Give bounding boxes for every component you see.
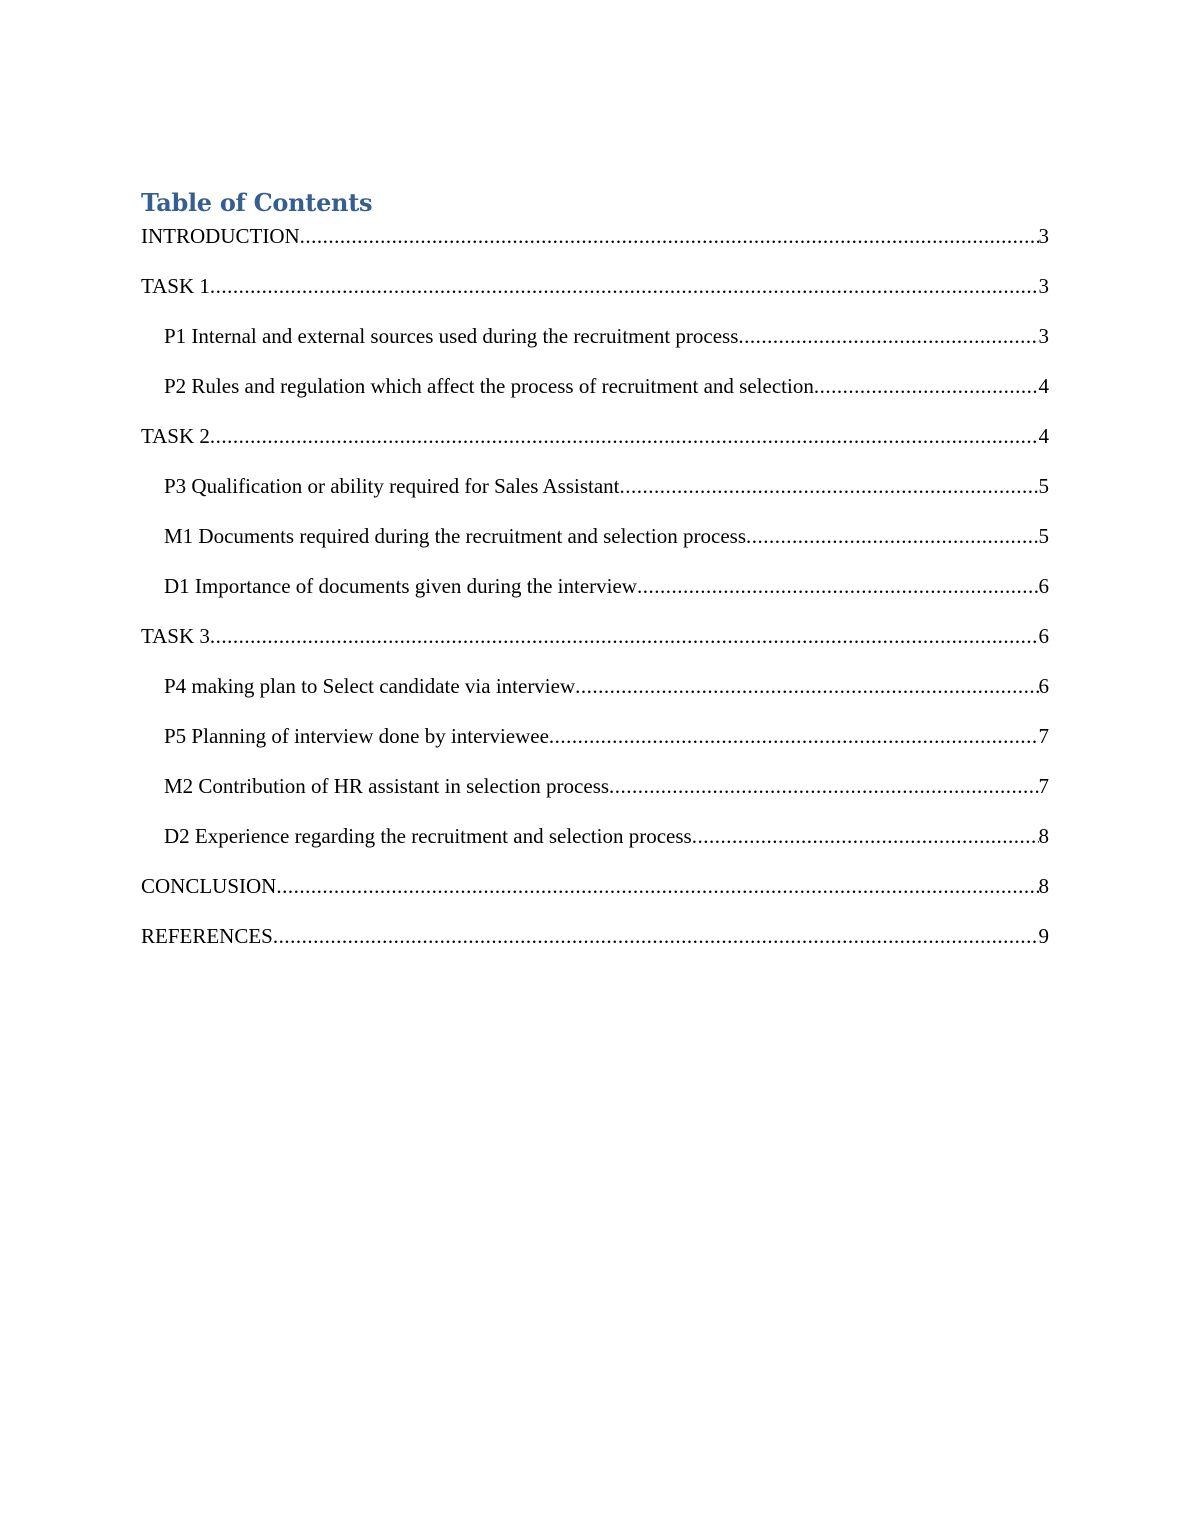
toc-entry-page-number: 3 [1038, 324, 1049, 348]
toc-entry[interactable] [141, 474, 1049, 524]
toc-entry-label: M1 Documents required during the recruitment and selection process [164, 524, 746, 548]
toc-dot-leader [210, 624, 1039, 648]
toc-entry-label: TASK 2 [141, 424, 210, 448]
toc-entry[interactable] [141, 274, 1049, 324]
toc-entry[interactable] [141, 874, 1049, 924]
toc-dot-leader [620, 474, 1039, 498]
toc-dot-leader [575, 674, 1038, 698]
table-of-contents [141, 186, 1049, 974]
toc-dot-leader [300, 224, 1039, 248]
toc-entry-page-number: 9 [1038, 924, 1049, 948]
toc-dot-leader [210, 274, 1039, 298]
toc-entry-page-number: 3 [1038, 224, 1049, 248]
toc-entry[interactable] [141, 324, 1049, 374]
toc-dot-leader [637, 574, 1039, 598]
toc-entry[interactable] [141, 424, 1049, 474]
toc-dot-leader [746, 524, 1039, 548]
toc-entry[interactable] [141, 824, 1049, 874]
toc-entry-label: D2 Experience regarding the recruitment and selection process [164, 824, 692, 848]
toc-dot-leader [814, 374, 1039, 398]
toc-heading: Table of Contents [141, 188, 373, 217]
toc-entry-page-number: 3 [1038, 274, 1049, 298]
toc-entry[interactable] [141, 374, 1049, 424]
toc-entry[interactable] [141, 774, 1049, 824]
toc-entry-label: P3 Qualification or ability required for Sales Assistant [164, 474, 620, 498]
toc-entry[interactable] [141, 674, 1049, 724]
toc-entry-label: TASK 1 [141, 274, 210, 298]
toc-entry-label: P4 making plan to Select candidate via interview [164, 674, 576, 698]
toc-entry[interactable] [141, 724, 1049, 774]
toc-dot-leader [609, 774, 1038, 798]
toc-entry-label: TASK 3 [141, 624, 210, 648]
toc-entry-page-number: 5 [1038, 524, 1049, 548]
toc-entry-page-number: 7 [1038, 774, 1049, 798]
toc-entry-page-number: 6 [1038, 674, 1049, 698]
toc-entry[interactable] [141, 524, 1049, 574]
toc-entry[interactable] [141, 574, 1049, 624]
toc-entry[interactable] [141, 624, 1049, 674]
toc-entry-page-number: 4 [1038, 424, 1049, 448]
toc-entry-page-number: 4 [1038, 374, 1049, 398]
toc-entry-label: INTRODUCTION [141, 224, 300, 248]
toc-dot-leader [692, 824, 1039, 848]
toc-entry-page-number: 8 [1038, 824, 1049, 848]
toc-entry-label: CONCLUSION [141, 874, 277, 898]
toc-entry-label: D1 Importance of documents given during the interview [164, 574, 637, 598]
toc-dot-leader [210, 424, 1039, 448]
toc-dot-leader [273, 924, 1039, 948]
toc-entry-page-number: 8 [1038, 874, 1049, 898]
toc-dot-leader [549, 724, 1039, 748]
toc-entry-label: REFERENCES [141, 924, 273, 948]
toc-entry-page-number: 6 [1038, 624, 1049, 648]
toc-dot-leader [276, 874, 1038, 898]
toc-entry-label: P5 Planning of interview done by interviewee [164, 724, 549, 748]
toc-entry-label: P2 Rules and regulation which affect the process of recruitment and selection [164, 374, 814, 398]
toc-dot-leader [738, 324, 1038, 348]
toc-entry[interactable] [141, 924, 1049, 974]
toc-entry-label: M2 Contribution of HR assistant in selection process [164, 774, 610, 798]
toc-list [141, 224, 1049, 974]
toc-entry-label: P1 Internal and external sources used during the recruitment process [164, 324, 739, 348]
toc-entry[interactable] [141, 224, 1049, 274]
toc-entry-page-number: 6 [1038, 574, 1049, 598]
toc-entry-page-number: 7 [1038, 724, 1049, 748]
toc-entry-page-number: 5 [1038, 474, 1049, 498]
